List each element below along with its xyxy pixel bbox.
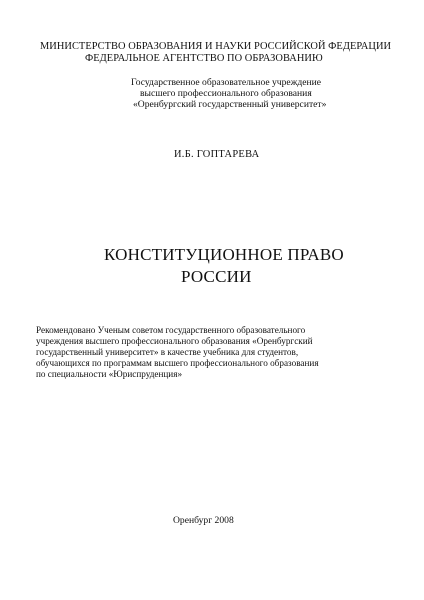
recommendation-line: по специальности «Юриспруденция» <box>36 369 183 379</box>
recommendation-line: учреждения высшего профессионального образования «Оренбургский <box>36 336 313 346</box>
recommendation-line: обучающихся по программам высшего профессионального образования <box>36 358 319 368</box>
book-title-line2: РОССИИ <box>181 267 252 286</box>
institution-type: Государственное образовательное учреждение <box>131 77 321 88</box>
university-name: «Оренбургский государственный университет» <box>133 99 327 110</box>
agency-name: ФЕДЕРАЛЬНОЕ АГЕНТСТВО ПО ОБРАЗОВАНИЮ <box>85 53 323 64</box>
recommendation-line: государственный университет» в качестве учебника для студентов, <box>36 347 299 357</box>
institution-level: высшего профессионального образования <box>140 88 312 99</box>
author-name: И.Б. ГОПТАРЕВА <box>174 149 260 160</box>
recommendation-line: Рекомендовано Ученым советом государственного образовательного <box>36 325 306 335</box>
ministry-name: МИНИСТЕРСТВО ОБРАЗОВАНИЯ И НАУКИ РОССИЙСКОЙ ФЕДЕРАЦИИ <box>40 41 392 52</box>
publication-place-year: Оренбург 2008 <box>173 515 234 526</box>
book-title-line1: КОНСТИТУЦИОННОЕ ПРАВО <box>104 245 344 264</box>
